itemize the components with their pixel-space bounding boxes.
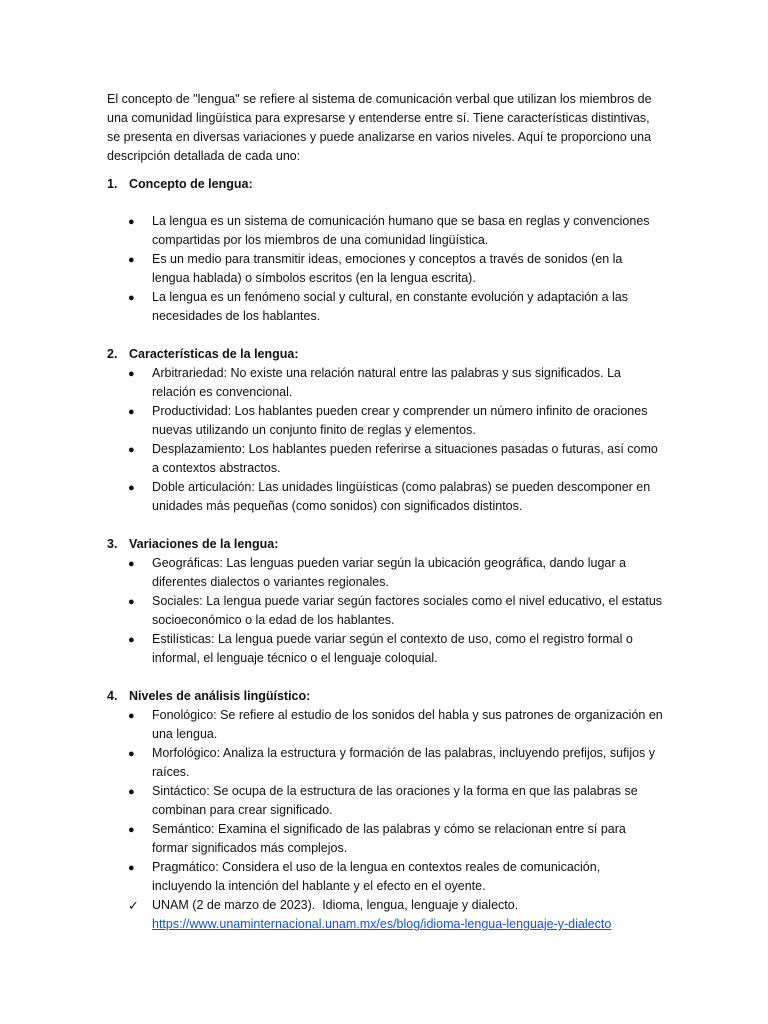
bullet-list xyxy=(107,364,663,516)
list-item xyxy=(107,630,663,668)
list-item-text: Arbitrariedad: No existe una relación natural entre las palabras y sus significados. La relación es convencional. xyxy=(152,366,622,399)
reference-link[interactable]: https://www.unaminternacional.unam.mx/es/blog/idioma-lengua-lenguaje-y-dialecto xyxy=(152,917,612,931)
section-heading xyxy=(107,175,663,194)
list-item-text: Doble articulación: Las unidades lingüísticas (como palabras) se pueden descomponer en unidades más pequeñas (como sonidos) con significados distintos. xyxy=(152,480,651,513)
bullet-icon: ● xyxy=(128,254,135,266)
section-concepto xyxy=(107,175,663,345)
list-item-text: Pragmático: Considera el uso de la lengua en contextos reales de comunicación, incluyendo la intención del hablante y el efecto en el oyente. xyxy=(152,860,601,893)
reference-text-block xyxy=(152,896,663,934)
list-item-text: Es un medio para transmitir ideas, emociones y conceptos a través de sonidos (en la lengua hablada) o símbolos escritos (en la lengua escrita). xyxy=(152,252,623,285)
bullet-icon: ● xyxy=(128,862,135,874)
bullet-icon: ● xyxy=(128,406,135,418)
list-item xyxy=(107,592,663,630)
bullet-icon: ● xyxy=(128,824,135,836)
list-item xyxy=(107,706,663,744)
section-number: 2. xyxy=(107,347,118,361)
list-item xyxy=(107,554,663,592)
list-item-text: Sociales: La lengua puede variar según factores sociales como el nivel educativo, el estatus socioeconómico o la edad de los hablantes. xyxy=(152,594,663,627)
list-item xyxy=(107,820,663,858)
reference-citation: UNAM (2 de marzo de 2023). Idioma, lengua, lenguaje y dialecto. xyxy=(152,898,519,912)
bullet-icon: ● xyxy=(128,748,135,760)
bullet-icon: ● xyxy=(128,558,135,570)
list-item-text: La lengua es un sistema de comunicación humano que se basa en reglas y convenciones compartidas por los miembros de una comunidad lingüística. xyxy=(152,214,650,247)
list-item xyxy=(107,858,663,896)
list-item-text: Morfológico: Analiza la estructura y formación de las palabras, incluyendo prefijos, sufijos y raíces. xyxy=(152,746,656,779)
list-item-text: Estilísticas: La lengua puede variar según el contexto de uso, como el registro formal o informal, el lenguaje técnico o el lenguaje coloquial. xyxy=(152,632,633,665)
bullet-icon: ● xyxy=(128,292,135,304)
list-item xyxy=(107,782,663,820)
reference-item xyxy=(107,896,663,934)
bullet-icon: ● xyxy=(128,786,135,798)
section-number: 1. xyxy=(107,177,118,191)
bullet-list xyxy=(107,212,663,326)
section-variaciones xyxy=(107,535,663,687)
list-item-text: Sintáctico: Se ocupa de la estructura de las oraciones y la forma en que las palabras se combinan para crear significado. xyxy=(152,784,638,817)
section-heading xyxy=(107,687,663,706)
bullet-icon: ● xyxy=(128,482,135,494)
list-item xyxy=(107,440,663,478)
bullet-icon: ● xyxy=(128,368,135,380)
list-item xyxy=(107,364,663,402)
section-heading xyxy=(107,345,663,364)
bullet-icon: ● xyxy=(128,596,135,608)
list-item xyxy=(107,744,663,782)
bullet-list xyxy=(107,554,663,668)
section-title: Características de la lengua: xyxy=(129,347,299,361)
bullet-icon: ● xyxy=(128,216,135,228)
list-item xyxy=(107,402,663,440)
intro-paragraph: El concepto de "lengua" se refiere al sistema de comunicación verbal que utilizan los miembros de una comunidad lingüística para expresarse y entenderse entre sí. Tiene características distintivas, se presenta en diversas variaciones y puede analizarse en varios niveles. Aquí te proporciono una descripción detallada de cada uno: xyxy=(107,92,652,163)
list-item xyxy=(107,288,663,326)
list-item-text: Fonológico: Se refiere al estudio de los sonidos del habla y sus patrones de organización en una lengua. xyxy=(152,708,663,741)
section-number: 3. xyxy=(107,537,118,551)
document-page xyxy=(107,90,663,934)
section-title: Niveles de análisis lingüístico: xyxy=(129,689,311,703)
section-number: 4. xyxy=(107,689,118,703)
list-item-text: La lengua es un fenómeno social y cultural, en constante evolución y adaptación a las necesidades de los hablantes. xyxy=(152,290,629,323)
list-item xyxy=(107,212,663,250)
bullet-icon: ● xyxy=(128,710,135,722)
bullet-list xyxy=(107,706,663,934)
section-heading xyxy=(107,535,663,554)
list-item xyxy=(107,250,663,288)
section-title: Concepto de lengua: xyxy=(129,177,253,191)
bullet-icon: ● xyxy=(128,444,135,456)
section-caracteristicas xyxy=(107,345,663,535)
list-item-text: Productividad: Los hablantes pueden crear y comprender un número infinito de oraciones nuevas utilizando un conjunto finito de reglas y elementos. xyxy=(152,404,648,437)
list-item-text: Geográficas: Las lenguas pueden variar según la ubicación geográfica, dando lugar a diferentes dialectos o variantes regionales. xyxy=(152,556,626,589)
section-niveles xyxy=(107,687,663,934)
checkmark-icon: ✓ xyxy=(128,898,139,913)
bullet-icon: ● xyxy=(128,634,135,646)
list-item-text: Semántico: Examina el significado de las palabras y cómo se relacionan entre sí para formar significados más complejos. xyxy=(152,822,626,855)
list-item-text: Desplazamiento: Los hablantes pueden referirse a situaciones pasadas o futuras, así como a contextos abstractos. xyxy=(152,442,658,475)
list-item xyxy=(107,478,663,516)
section-title: Variaciones de la lengua: xyxy=(129,537,279,551)
